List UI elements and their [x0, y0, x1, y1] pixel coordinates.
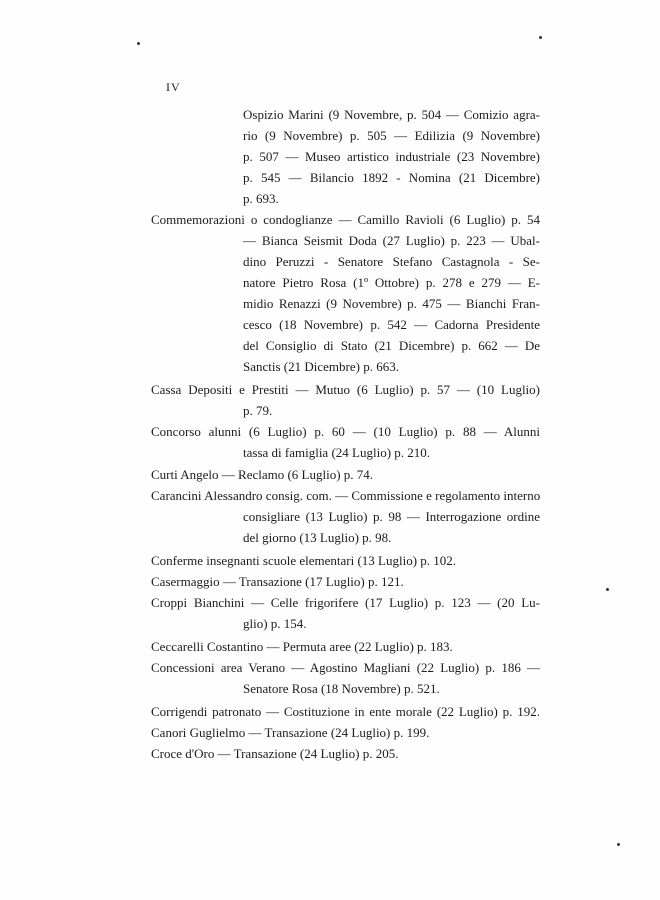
index-line: p. 545 — Bilancio 1892 - Nomina (21 Dicembre) [243, 170, 540, 185]
index-line: Casermaggio — Transazione (17 Luglio) p. 121. [151, 574, 404, 589]
page-number: IV [166, 80, 181, 94]
index-line: Senatore Rosa (18 Novembre) p. 521. [243, 681, 440, 696]
index-line: rio (9 Novembre) p. 505 — Edilizia (9 Novembre) [243, 128, 540, 143]
index-line: tassa di famiglia (24 Luglio) p. 210. [243, 445, 431, 460]
index-line: p. 507 — Museo artistico industriale (23 Novembre) [243, 149, 540, 164]
index-line: del Consiglio di Stato (21 Dicembre) p. 662 — De [243, 338, 540, 353]
index-line: del giorno (13 Luglio) p. 98. [243, 530, 392, 545]
index-line: Concorso alunni (6 Luglio) p. 60 — (10 Luglio) p. 88 — Alunni [151, 424, 540, 439]
index-line: Canori Guglielmo — Transazione (24 Luglio) p. 199. [151, 725, 430, 740]
index-line: natore Pietro Rosa (1º Ottobre) p. 278 e 279 — E- [243, 275, 540, 290]
scan-speck [539, 36, 542, 39]
index-line: — Bianca Seismit Doda (27 Luglio) p. 223 — Ubal- [243, 233, 540, 248]
scan-speck [606, 588, 609, 591]
index-line: Croce d'Oro — Transazione (24 Luglio) p. 205. [151, 746, 399, 761]
index-line: dino Peruzzi - Senatore Stefano Castagnola - Se- [243, 254, 540, 269]
index-line: p. 693. [243, 191, 279, 206]
scan-speck [617, 843, 620, 846]
index-line: Carancini Alessandro consig. com. — Commissione e regolamento interno [151, 488, 541, 503]
index-line: Concessioni area Verano — Agostino Magliani (22 Luglio) p. 186 — [151, 660, 540, 675]
index-line: Commemorazioni o condoglianze — Camillo Ravioli (6 Luglio) p. 54 [151, 212, 540, 227]
index-line: midio Renazzi (9 Novembre) p. 475 — Bianchi Fran- [243, 296, 540, 311]
index-line: p. 79. [243, 403, 273, 418]
index-line: Sanctis (21 Dicembre) p. 663. [243, 359, 399, 374]
index-line: Curti Angelo — Reclamo (6 Luglio) p. 74. [151, 467, 374, 482]
index-line: Corrigendi patronato — Costituzione in ente morale (22 Luglio) p. 192. [151, 704, 540, 719]
index-line: Conferme insegnanti scuole elementari (13 Luglio) p. 102. [151, 553, 457, 568]
index-line: Cassa Depositi e Prestiti — Mutuo (6 Luglio) p. 57 — (10 Luglio) [151, 382, 540, 397]
index-line: consigliare (13 Luglio) p. 98 — Interrogazione ordine [243, 509, 540, 524]
index-line: Ceccarelli Costantino — Permuta aree (22 Luglio) p. 183. [151, 639, 453, 654]
index-line: glio) p. 154. [243, 616, 307, 631]
index-line: cesco (18 Novembre) p. 542 — Cadorna Presidente [243, 317, 540, 332]
index-line: Ospizio Marini (9 Novembre, p. 504 — Comizio agra- [243, 107, 540, 122]
index-line: Croppi Bianchini — Celle frigorifere (17 Luglio) p. 123 — (20 Lu- [151, 595, 540, 610]
scan-speck [137, 42, 140, 45]
